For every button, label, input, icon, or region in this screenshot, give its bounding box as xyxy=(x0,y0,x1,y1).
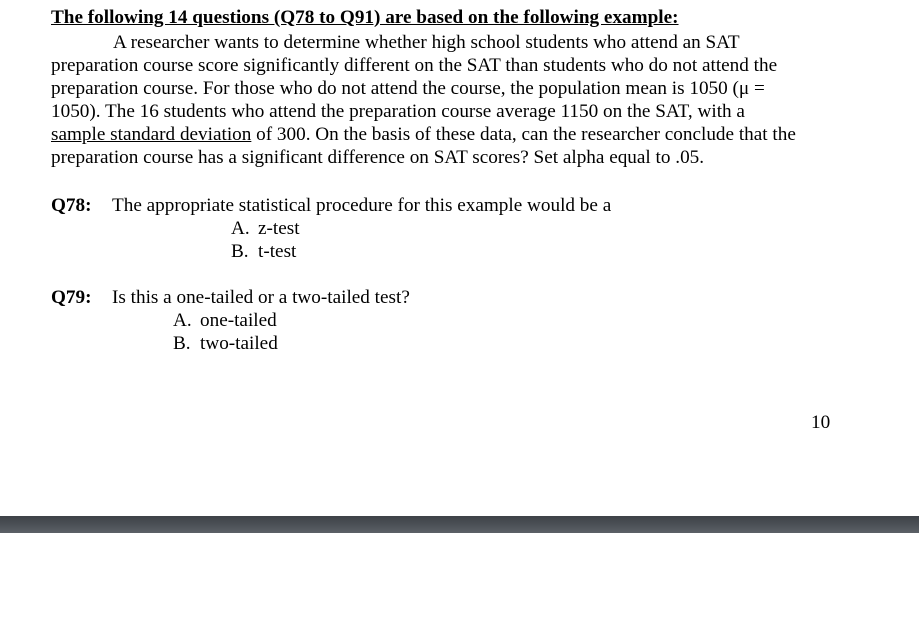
option-q78-a xyxy=(231,217,300,240)
option-text: two-tailed xyxy=(200,333,278,354)
example-passage xyxy=(51,31,841,169)
option-text: t-test xyxy=(258,241,297,262)
question-label-q79: Q79: xyxy=(51,287,92,308)
passage-line: preparation course. For those who do not attend the course, the population mean is 1050 (μ = xyxy=(51,78,765,99)
option-q79-a xyxy=(173,309,277,332)
underlined-term: sample standard deviation xyxy=(51,124,252,145)
question-label-q78: Q78: xyxy=(51,195,92,216)
option-text: z-test xyxy=(258,218,300,239)
question-text-q78: The appropriate statistical procedure for this example would be a xyxy=(112,195,612,216)
option-q78-b xyxy=(231,240,296,263)
option-text: one-tailed xyxy=(200,310,277,331)
option-letter: B. xyxy=(173,333,191,354)
question-text-q79: Is this a one-tailed or a two-tailed test? xyxy=(112,287,410,308)
page-number: 10 xyxy=(811,412,831,433)
passage-line xyxy=(51,123,841,146)
option-q79-b xyxy=(173,332,278,355)
passage-line: preparation course has a significant difference on SAT scores? Set alpha equal to .05. xyxy=(51,147,705,168)
passage-line-rest: of 300. On the basis of these data, can the researcher conclude that the xyxy=(251,124,796,145)
section-heading: The following 14 questions (Q78 to Q91) are based on the following example: xyxy=(51,7,679,28)
option-letter: B. xyxy=(231,241,249,262)
passage-line: 1050). The 16 students who attend the preparation course average 1150 on the SAT, with a xyxy=(51,101,745,122)
option-letter: A. xyxy=(231,218,250,239)
page-separator-bar xyxy=(0,516,919,533)
passage-line: preparation course score significantly different on the SAT than students who do not attend the xyxy=(51,55,778,76)
option-letter: A. xyxy=(173,310,192,331)
passage-line: A researcher wants to determine whether high school students who attend an SAT xyxy=(113,32,740,53)
